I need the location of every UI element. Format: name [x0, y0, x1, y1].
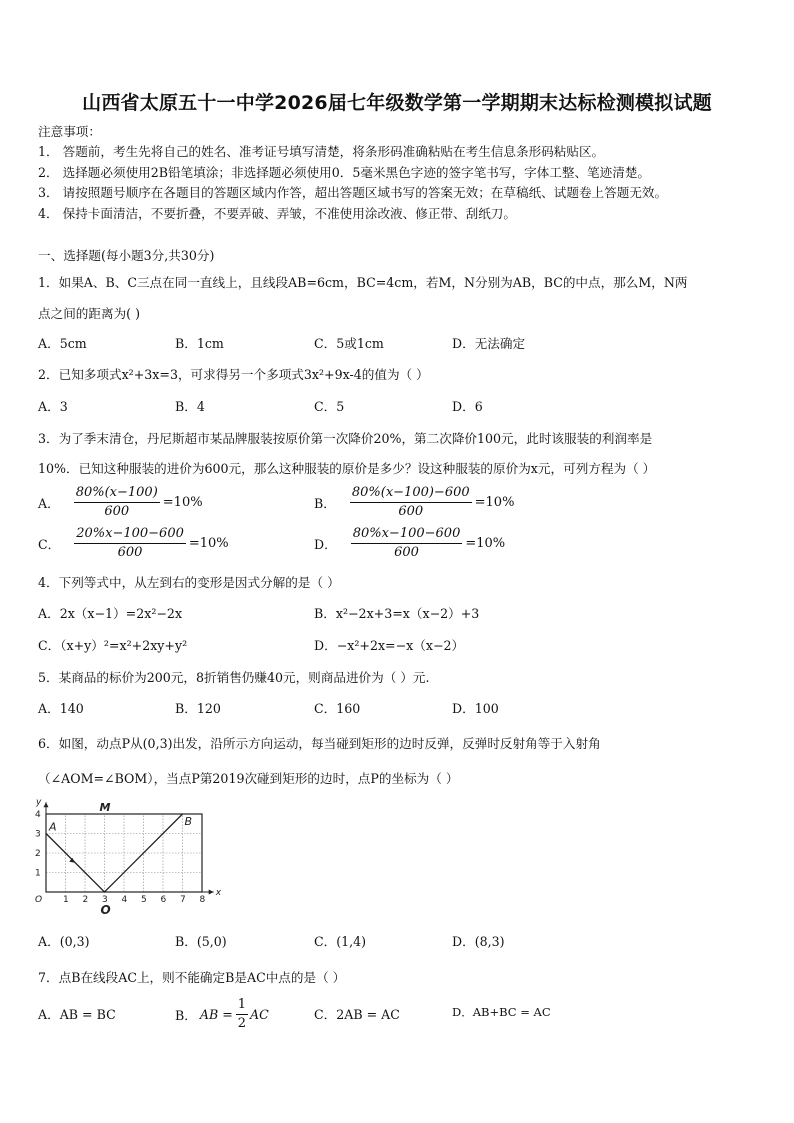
reflection-path [46, 814, 183, 892]
y-tick-label: 1 [35, 868, 41, 879]
x-tick-label: 4 [121, 895, 128, 905]
q7-option-b-rhs: AC [250, 1007, 269, 1022]
x-tick-label: 3 [102, 895, 108, 905]
q7-option-b [175, 996, 269, 1033]
q7-option-b-denominator: 2 [237, 1016, 247, 1031]
page-title: 山西省太原五十一中学2026届七年级数学第一学期期末达标检测模拟试题 [82, 92, 712, 114]
x-tick-label: 7 [180, 895, 186, 905]
q6-option-a: A．(0,3) [38, 934, 90, 949]
x-axis-arrow [209, 890, 214, 895]
q3-stem-line2: 10%．已知这种服装的进价为600元，那么这种服装的原价是多少？设这种服装的原价为x元，可列方程为（ ） [38, 461, 656, 476]
q1-option-d: D．无法确定 [452, 336, 526, 351]
q3-option-a-rhs: =10% [162, 495, 203, 510]
notice-item-2: 2． 选择题必须使用2B铅笔填涂；非选择题必须使用0．5毫米黑色字迹的签字笔书写，字体工整、笔迹清楚。 [38, 165, 651, 180]
q3-option-c-rhs: =10% [188, 536, 229, 551]
notice-item-4: 4． 保持卡面清洁，不要折叠，不要弄破、弄皱，不准使用涂改液、修正带、刮纸刀。 [38, 206, 516, 221]
q2-option-b: B．4 [175, 399, 205, 414]
y-tick-label: 2 [35, 849, 41, 859]
q4-option-a: A．2x（x−1）=2x²−2x [38, 606, 183, 621]
q7-option-d: D．AB+BC = AC [452, 1005, 551, 1019]
q7-option-b-lhs: AB = [199, 1007, 233, 1022]
q7-option-b-fraction [236, 996, 248, 1033]
q4-option-b: B．x²−2x+3=x（x−2）+3 [314, 606, 480, 621]
q3-option-b-denominator: 600 [398, 504, 424, 519]
q5-option-a: A．140 [38, 701, 84, 716]
q3-option-c-denominator: 600 [117, 545, 143, 560]
q7-option-b-numerator: 1 [236, 996, 248, 1015]
q3-option-d-denominator: 600 [394, 545, 419, 560]
q4-stem: 4．下列等式中，从左到右的变形是因式分解的是（ ） [38, 575, 340, 590]
q6-rectangle-figure [30, 796, 230, 918]
q3-option-a-fraction [74, 484, 160, 521]
q6-option-d: D．(8,3) [452, 934, 505, 949]
q5-option-c: C．160 [314, 701, 361, 716]
q5-option-b: B．120 [175, 701, 221, 716]
q6-option-b: B．(5,0) [175, 934, 227, 949]
q2-option-c: C．5 [314, 399, 345, 414]
q2-option-d: D．6 [452, 399, 483, 414]
q2-stem: 2．已知多项式x²+3x=3，可求得另一个多项式3x²+9x-4的值为（ ） [38, 367, 429, 382]
q2-option-a: A．3 [38, 399, 68, 414]
q3-option-b-fraction [350, 484, 472, 521]
q3-option-a-label: A． [38, 496, 60, 511]
notice-heading: 注意事项： [38, 124, 101, 139]
x-tick-label: 6 [160, 895, 167, 905]
point-b-label: B [184, 815, 193, 828]
section-heading: 一、选择题(每小题3分,共30分) [38, 248, 215, 263]
point-m-label: M [99, 801, 111, 814]
x-axis-label: x [215, 888, 222, 898]
y-tick-label: 3 [35, 829, 41, 840]
point-o-label: O [100, 903, 111, 917]
q5-stem: 5．某商品的标价为200元，8折销售仍赚40元，则商品进价为（ ）元. [38, 670, 430, 685]
point-a-label: A [49, 820, 57, 834]
x-tick-label: 1 [63, 895, 69, 905]
y-axis-arrow [44, 802, 49, 807]
q6-stem-line1: 6．如图，动点P从(0,3)出发，沿所示方向运动，每当碰到矩形的边时反弹，反弹时反射角等于入射角 [38, 736, 601, 751]
notice-item-1: 1． 答题前，考生先将自己的姓名、准考证号填写清楚，将条形码准确粘贴在考生信息条形码粘贴区。 [38, 144, 605, 159]
q6-stem-line2: （∠AOM=∠BOM），当点P第2019次碰到矩形的边时，点P的坐标为（ ） [38, 771, 459, 786]
x-tick-label: 5 [141, 895, 147, 905]
q3-option-d-rhs: =10% [465, 536, 506, 551]
q4-option-d: D．−x²+2x=−x（x−2） [314, 638, 465, 653]
q7-option-c: C．2AB = AC [314, 1007, 400, 1022]
figure-path [46, 814, 183, 892]
q1-stem-line1: 1．如果A、B、C三点在同一直线上，且线段AB=6cm，BC=4cm，若M，N分别为AB，BC的中点，那么M，N两 [38, 275, 688, 290]
q5-option-d: D．100 [452, 701, 499, 716]
q7-option-a: A．AB = BC [38, 1007, 116, 1022]
q3-option-c-label: C． [38, 537, 61, 552]
q6-option-c: C．(1,4) [314, 934, 367, 949]
x-tick-label: 8 [199, 895, 206, 905]
origin-label: O [35, 895, 43, 905]
q3-option-b-numerator: 80%(x−100)−600 [350, 484, 472, 503]
q1-option-c: C．5或1cm [314, 336, 384, 351]
figure-labels [35, 797, 222, 917]
q1-option-a: A．5cm [38, 336, 87, 351]
q3-option-c [38, 525, 229, 562]
y-axis-label: y [36, 797, 42, 808]
q3-option-c-numerator: 20%x−100−600 [74, 525, 186, 544]
q7-stem: 7．点B在线段AC上，则不能确定B是AC中点的是（ ） [38, 970, 346, 985]
q3-option-a-numerator: 80%(x−100) [74, 484, 160, 503]
q1-option-b: B．1cm [175, 336, 224, 351]
q3-option-c-fraction [74, 525, 186, 562]
q1-stem-line2: 点之间的距离为( ) [38, 306, 140, 321]
q7-option-b-label: B． [175, 1008, 197, 1023]
q3-option-a-denominator: 600 [104, 504, 130, 519]
figure-grid [46, 814, 202, 892]
q3-stem-line1: 3．为了季末清仓，丹尼斯超市某品牌服装按原价第一次降价20%，第二次降价100元，此时该服装的利润率是 [38, 431, 653, 446]
q3-option-d-label: D． [314, 537, 337, 552]
q3-option-b-label: B． [314, 496, 336, 511]
q3-option-a [38, 484, 203, 521]
q3-option-d-fraction [351, 525, 463, 562]
q3-option-d-numerator: 80%x−100−600 [351, 525, 463, 544]
y-tick-label: 4 [35, 810, 41, 820]
q3-option-d [314, 525, 505, 562]
q4-option-c: C．（x+y）²=x²+2xy+y² [38, 638, 188, 653]
q3-option-b-rhs: =10% [474, 495, 515, 510]
q3-option-b [314, 484, 514, 521]
x-tick-label: 2 [82, 895, 89, 905]
notice-item-3: 3． 请按照题号顺序在各题目的答题区域内作答，超出答题区域书写的答案无效；在草稿纸、试题卷上答题无效。 [38, 185, 668, 200]
